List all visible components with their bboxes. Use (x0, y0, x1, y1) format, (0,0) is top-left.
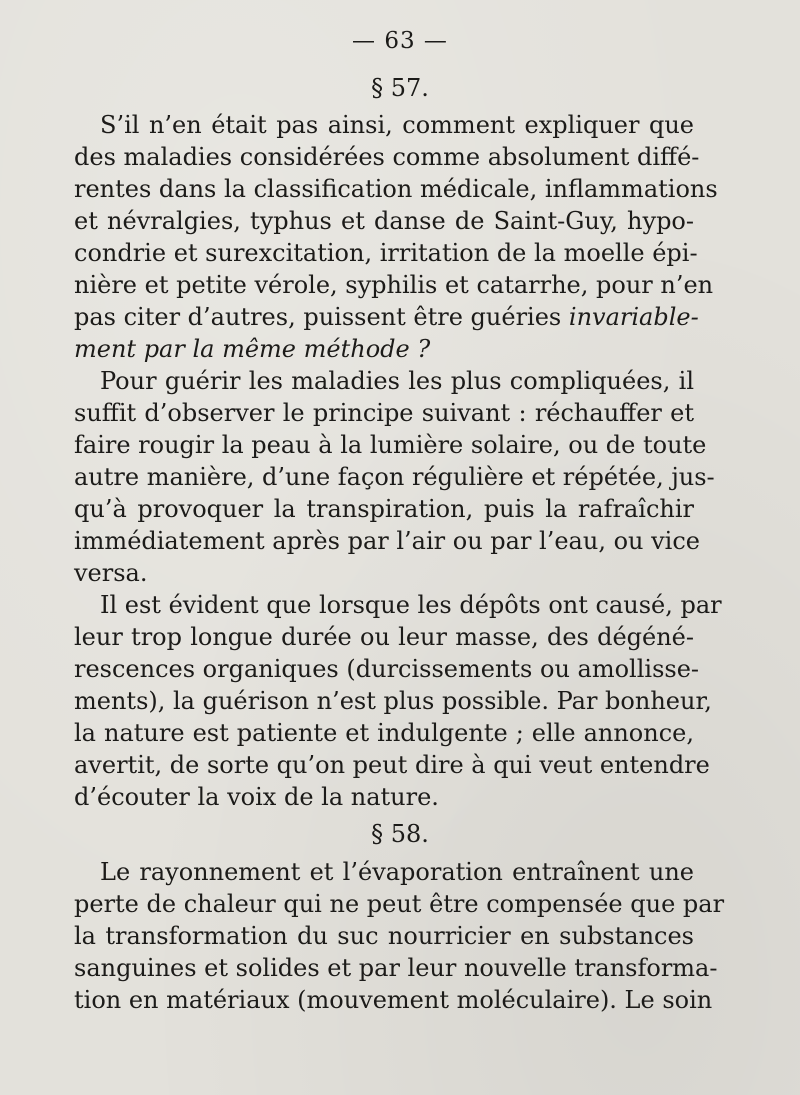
text-line: perte de chaleur qui ne peut être compensée que par (74, 890, 725, 918)
text-line: faire rougir la peau à la lumière solaire, ou de toute (74, 431, 707, 459)
text-line: leur trop longue durée ou leur masse, des dégéné- (74, 623, 694, 651)
text-line: et névralgies, typhus et danse de Saint-Guy, hypo- (74, 207, 694, 235)
text-line: d’écouter la voix de la nature. (74, 783, 439, 811)
section-heading-57: § 57. (371, 74, 429, 102)
text-fragment: pas citer d’autres, puissent être guéries (74, 303, 562, 331)
text-line: immédiatement après par l’air ou par l’eau, ou vice (74, 527, 700, 555)
page-number: — 63 — (352, 28, 448, 54)
text-line: ments), la guérison n’est plus possible. Par bonheur, (74, 687, 712, 715)
italic-fragment: ment par la même méthode ? (74, 335, 431, 363)
text-line: tion en matériaux (mouvement moléculaire). Le soin (74, 986, 713, 1014)
italic-word: invariable- (568, 303, 699, 331)
text-line: autre manière, d’une façon régulière et répétée, jus- (74, 463, 715, 491)
text-line: rentes dans la classification médicale, inflammations (74, 175, 718, 203)
text-line: Il est évident que lorsque les dépôts ont causé, par (100, 591, 722, 619)
text-line: Pour guérir les maladies les plus compliquées, il (100, 367, 694, 395)
text-line: la nature est patiente et indulgente ; elle annonce, (74, 719, 694, 747)
italic-text-line (74, 333, 694, 365)
text-line-with-italic (74, 301, 699, 333)
text-line: avertit, de sorte qu’on peut dire à qui veut entendre (74, 751, 710, 779)
text-line: versa. (74, 559, 148, 587)
text-line: Le rayonnement et l’évaporation entraînent une (100, 858, 694, 886)
text-line: sanguines et solides et par leur nouvelle transforma- (74, 954, 718, 982)
text-line: des maladies considérées comme absolument diffé- (74, 143, 700, 171)
section-heading-58: § 58. (371, 820, 429, 848)
text-line: nière et petite vérole, syphilis et catarrhe, pour n’en (74, 271, 714, 299)
text-line: qu’à provoquer la transpiration, puis la rafraîchir (74, 495, 694, 523)
text-line: S’il n’en était pas ainsi, comment expliquer que (100, 111, 694, 139)
text-line: la transformation du suc nourricier en substances (74, 922, 694, 950)
text-line: suffit d’observer le principe suivant : réchauffer et (74, 399, 694, 427)
text-line: condrie et surexcitation, irritation de la moelle épi- (74, 239, 698, 267)
text-line: rescences organiques (durcissements ou amollisse- (74, 655, 700, 683)
